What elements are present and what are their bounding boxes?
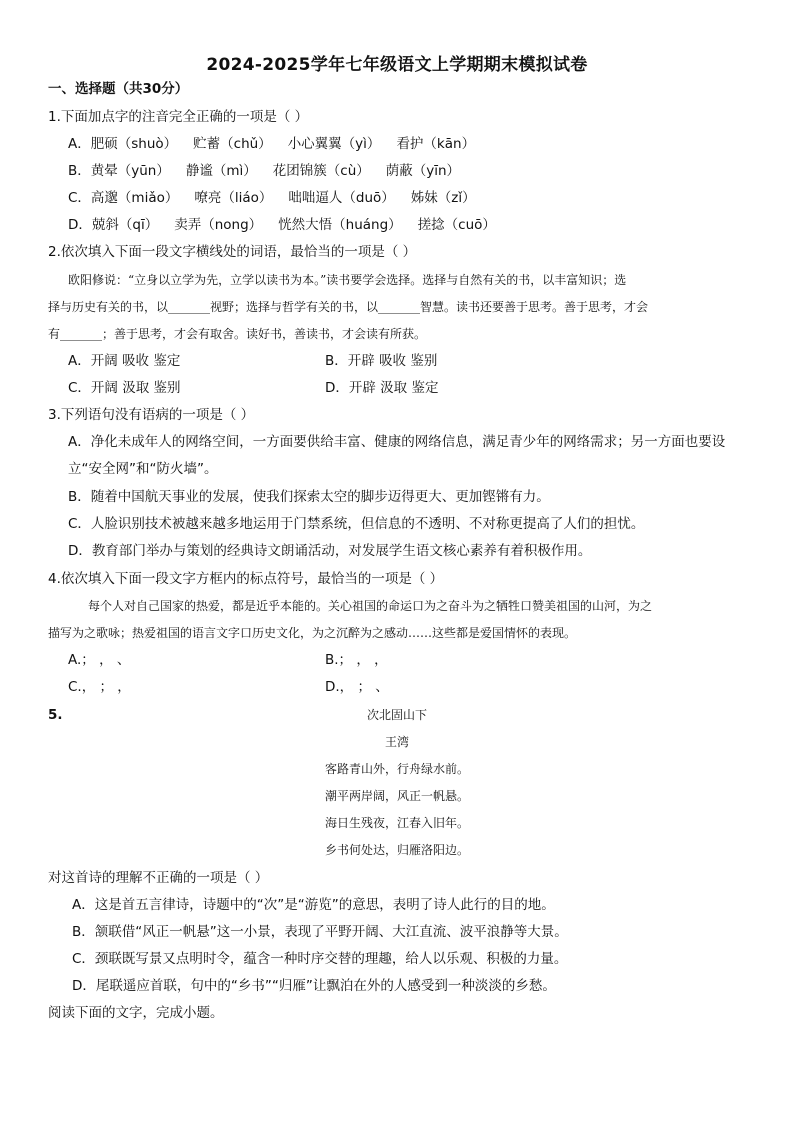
question-3-option-b: B．随着中国航天事业的发展，使我们探索太空的脚步迈得更大、更加铿锵有力。	[68, 489, 550, 505]
question-1-option-a: A．肥硕（shuò） 贮蓄（chǔ） 小心翼翼（yì） 看护（kān）	[68, 136, 476, 152]
exam-title: 2024-2025学年七年级语文上学期期末模拟试卷	[206, 55, 588, 75]
reading-intro: 阅读下面的文字，完成小题。	[48, 1005, 224, 1021]
question-1-option-c: C．高邈（miǎo） 嘹亮（liáo） 咄咄逼人（duō） 姊妹（zǐ）	[68, 190, 476, 206]
question-3-option-c: C．人脸识别技术被越来越多地运用于门禁系统，但信息的不透明、不对称更提高了人们的担忧。	[68, 516, 645, 532]
question-2-passage-line: 有_______；善于思考，才会有取舍。读好书，善读书，才会读有所获。	[48, 327, 427, 341]
question-5-option-b: B．颔联借“风正一帆悬”这一小景，表现了平野开阔、大江直流、波平浪静等大景。	[72, 924, 568, 940]
section-heading: 一、选择题（共30分）	[48, 81, 189, 97]
question-4-option-a: A.； ， 、	[68, 652, 131, 668]
question-2-passage-line: 欧阳修说：“立身以立学为先，立学以读书为本。”读书要学会选择。选择与自然有关的书，以丰富知识；选	[68, 273, 627, 287]
question-3-option-d: D．教育部门举办与策划的经典诗文朗诵活动，对发展学生语文核心素养有着积极作用。	[68, 543, 592, 559]
poem-line: 海日生残夜，江春入旧年。	[324, 816, 469, 830]
question-2-stem: 2.依次填入下面一段文字横线处的词语，最恰当的一项是（ ）	[48, 244, 417, 260]
question-4-option-b: B.； ， ，	[325, 652, 388, 668]
question-5-option-a: A．这是首五言律诗，诗题中的“次”是“游览”的意思，表明了诗人此行的目的地。	[72, 897, 555, 913]
poem-line: 潮平两岸阔，风正一帆悬。	[324, 789, 469, 803]
question-5-number: 5.	[48, 707, 63, 723]
question-5-option-c: C．颈联既写景又点明时令，蕴含一种时序交替的理趣，给人以乐观、积极的力量。	[72, 951, 568, 967]
poem-title: 次北固山下	[366, 708, 427, 722]
question-4-option-d: D.， ； 、	[325, 679, 389, 695]
question-5-option-d: D．尾联遥应首联，句中的“乡书”“归雁”让飘泊在外的人感受到一种淡淡的乡愁。	[72, 978, 556, 994]
question-2-option-b: B．开辟 吸收 鉴别	[325, 353, 438, 369]
question-4-passage-line: 描写为之歌咏；热爱祖国的语言文字口历史文化，为之沉醉为之感动……这些都是爱国情怀的表现。	[48, 626, 577, 640]
question-4-passage-line: 每个人对自己国家的热爱，都是近乎本能的。关心祖国的命运口为之奋斗为之牺牲口赞美祖国的山河，为之	[88, 599, 653, 613]
question-3-stem: 3.下列语句没有语病的一项是（ ）	[48, 407, 255, 423]
question-2-option-a: A．开阔 吸收 鉴定	[68, 353, 181, 369]
question-4-stem: 4.依次填入下面一段文字方框内的标点符号，最恰当的一项是（ ）	[48, 571, 444, 587]
poem-line: 乡书何处达，归雁洛阳边。	[324, 843, 469, 857]
question-3-option-a: A．净化未成年人的网络空间，一方面要供给丰富、健康的网络信息，满足青少年的网络需求；另一方面也要设	[68, 434, 726, 450]
poem-line: 客路青山外，行舟绿水前。	[324, 762, 469, 776]
question-4-option-c: C.， ； ，	[68, 679, 131, 695]
question-1-option-d: D．兢斜（qī） 卖弄（nong） 恍然大悟（huáng） 搓捻（cuō）	[68, 217, 496, 233]
question-1-stem: 1.下面加点字的注音完全正确的一项是（ ）	[48, 109, 309, 125]
question-5-stem: 对这首诗的理解不正确的一项是（ ）	[48, 870, 269, 886]
question-3-option-a-cont: 立“安全网”和“防火墙”。	[68, 461, 218, 477]
question-2-passage-line: 择与历史有关的书，以_______视野；选择与哲学有关的书，以_______智慧。读书还要善于思考。善于思考，才会	[48, 300, 649, 314]
poem-author: 王湾	[384, 735, 409, 749]
question-2-option-d: D．开辟 汲取 鉴定	[325, 380, 439, 396]
question-1-option-b: B．黄晕（yūn） 静谧（mì） 花团锦簇（cù） 荫蔽（yīn）	[68, 163, 461, 179]
question-2-option-c: C．开阔 汲取 鉴别	[68, 380, 181, 396]
